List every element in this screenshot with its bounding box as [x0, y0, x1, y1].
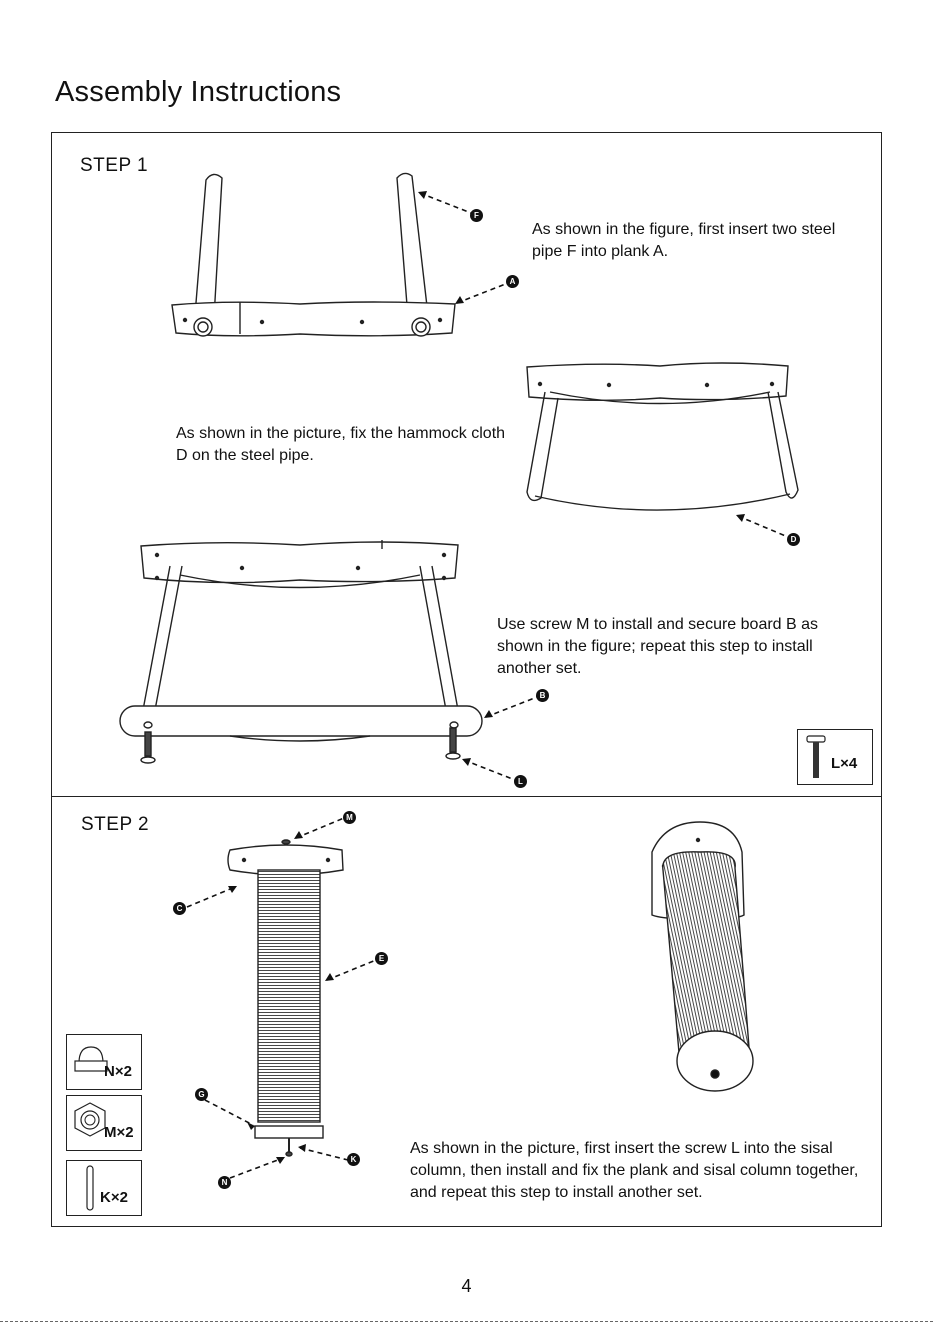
step2-instruction: As shown in the picture, first insert the screw L into the sisal column, then install and fix the plank and sisal column together, and repeat this step to install another set. [410, 1140, 859, 1201]
callout-c: C [173, 902, 186, 915]
callout-m: M [343, 811, 356, 824]
callout-f: F [470, 209, 483, 222]
part-box-hex-nut-m [66, 1095, 142, 1151]
callout-e: E [375, 952, 388, 965]
step1-instruction-fix-hammock: As shown in the picture, fix the hammock cloth D on the steel pipe. [176, 425, 506, 464]
callout-g: G [195, 1088, 208, 1101]
callout-l: L [514, 775, 527, 788]
callout-a: A [506, 275, 519, 288]
screw-icon [802, 732, 832, 782]
step2-label: STEP 2 [81, 814, 150, 835]
page-title: Assembly Instructions [55, 76, 342, 108]
step2-figure-column-assembled [652, 822, 753, 1091]
step1-instruction-install-board: Use screw M to install and secure board B as shown in the figure; repeat this step to install another set. [497, 616, 819, 677]
step1-label: STEP 1 [80, 155, 149, 176]
step2-figure-column-exploded [228, 840, 343, 1156]
callout-n: N [218, 1176, 231, 1189]
part-label-k: K×2 [100, 1189, 128, 1206]
part-label-m: M×2 [104, 1124, 134, 1141]
page-number: 4 [461, 1276, 472, 1296]
callout-d: D [787, 533, 800, 546]
part-label-n: N×2 [104, 1063, 132, 1080]
step1-figure-hammock [527, 363, 798, 510]
part-box-cap-nut-n [66, 1034, 142, 1090]
footer-divider [0, 1321, 933, 1322]
part-box-screw-l [797, 729, 873, 785]
rod-icon [80, 1163, 100, 1213]
part-box-rod-k [66, 1160, 142, 1216]
part-label-l: L×4 [831, 755, 858, 772]
step1-figure-pipes-into-plank [172, 173, 455, 336]
step1-instruction-insert-pipes: As shown in the figure, first insert two steel pipe F into plank A. [532, 221, 836, 260]
step1-callout-arrows [420, 193, 788, 780]
callout-b: B [536, 689, 549, 702]
callout-k: K [347, 1153, 360, 1166]
step1-figure-board-b [120, 540, 482, 763]
